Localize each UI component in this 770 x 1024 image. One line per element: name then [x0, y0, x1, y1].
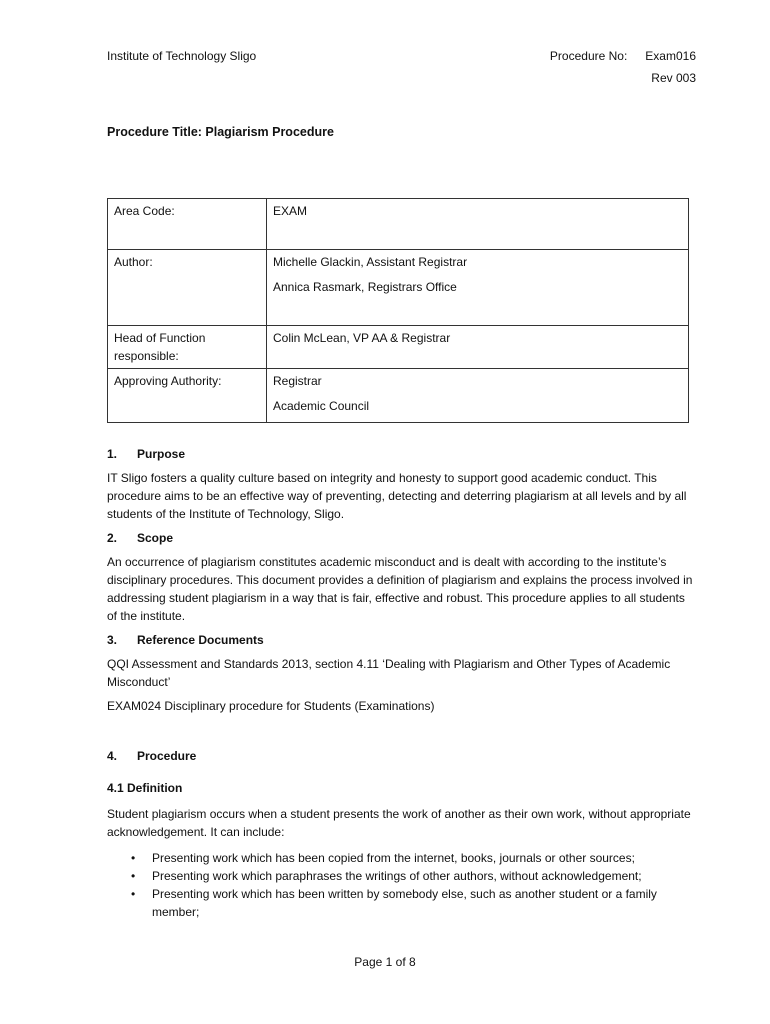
- approving-line: Registrar: [273, 374, 322, 388]
- author-value: [267, 250, 689, 326]
- author-line: Michelle Glackin, Assistant Registrar: [273, 255, 468, 269]
- list-item: • Presenting work which paraphrases the writings of other authors, without acknowledgement;: [152, 867, 697, 885]
- procedure-no-value: Exam016: [645, 49, 696, 63]
- reference-item: EXAM024 Disciplinary procedure for Students (Examinations): [107, 699, 435, 713]
- approving-line: Academic Council: [273, 399, 370, 413]
- document-body: [107, 445, 697, 921]
- head-of-function-label: Head of Function responsible:: [108, 326, 267, 369]
- head-of-function-value: Colin McLean, VP AA & Registrar: [267, 326, 689, 369]
- page-number: Page 1 of 8: [354, 955, 416, 969]
- area-code-value: EXAM: [267, 199, 689, 250]
- section-heading-scope: 2. Scope: [107, 531, 174, 545]
- header-institute: Institute of Technology Sligo: [107, 49, 257, 63]
- section-heading-procedure: 4. Procedure: [107, 749, 197, 763]
- purpose-text: IT Sligo fosters a quality culture based on integrity and honesty to support good academic conduct. This procedure aims to be an effective way of preventing, detecting and deterring plagiarism at all levels and by all students of the Institute of Technology, Sligo.: [107, 471, 687, 521]
- approving-authority-label: Approving Authority:: [108, 369, 267, 423]
- reference-item: QQI Assessment and Standards 2013, section 4.11 ‘Dealing with Plagiarism and Other Types of Academic Misconduct’: [107, 657, 671, 689]
- area-code-label: Area Code:: [108, 199, 267, 250]
- section-heading-references: 3. Reference Documents: [107, 633, 264, 647]
- section-heading-purpose: 1. Purpose: [107, 447, 186, 461]
- approving-authority-value: [267, 369, 689, 423]
- list-item: • Presenting work which has been written by somebody else, such as another student or a family member;: [152, 885, 697, 921]
- metadata-table: [107, 198, 689, 423]
- table-row: [108, 326, 689, 369]
- table-row: [108, 369, 689, 423]
- header-procedure-info: [550, 47, 696, 87]
- scope-text: An occurrence of plagiarism constitutes academic misconduct and is dealt with according to the institute’s disciplinary procedures. This document provides a definition of plagiarism and explains the process involved in addressing student plagiarism in a way that is fair, effective and robust. This procedure applies to all students of the institute.: [107, 555, 693, 623]
- subsection-heading-definition: 4.1 Definition: [107, 781, 183, 795]
- list-item: • Presenting work which has been copied from the internet, books, journals or other sources;: [152, 849, 697, 867]
- procedure-no-label: Procedure No:: [549, 49, 628, 63]
- author-line: Annica Rasmark, Registrars Office: [273, 280, 457, 294]
- definition-list: [107, 849, 697, 921]
- revision: Rev 003: [651, 71, 696, 85]
- table-row: [108, 250, 689, 326]
- table-row: [108, 199, 689, 250]
- definition-intro: Student plagiarism occurs when a student presents the work of another as their own work, without appropriate acknowledgement. It can include:: [107, 807, 691, 839]
- procedure-title: Procedure Title: Plagiarism Procedure: [107, 125, 334, 139]
- author-label: Author:: [108, 250, 267, 326]
